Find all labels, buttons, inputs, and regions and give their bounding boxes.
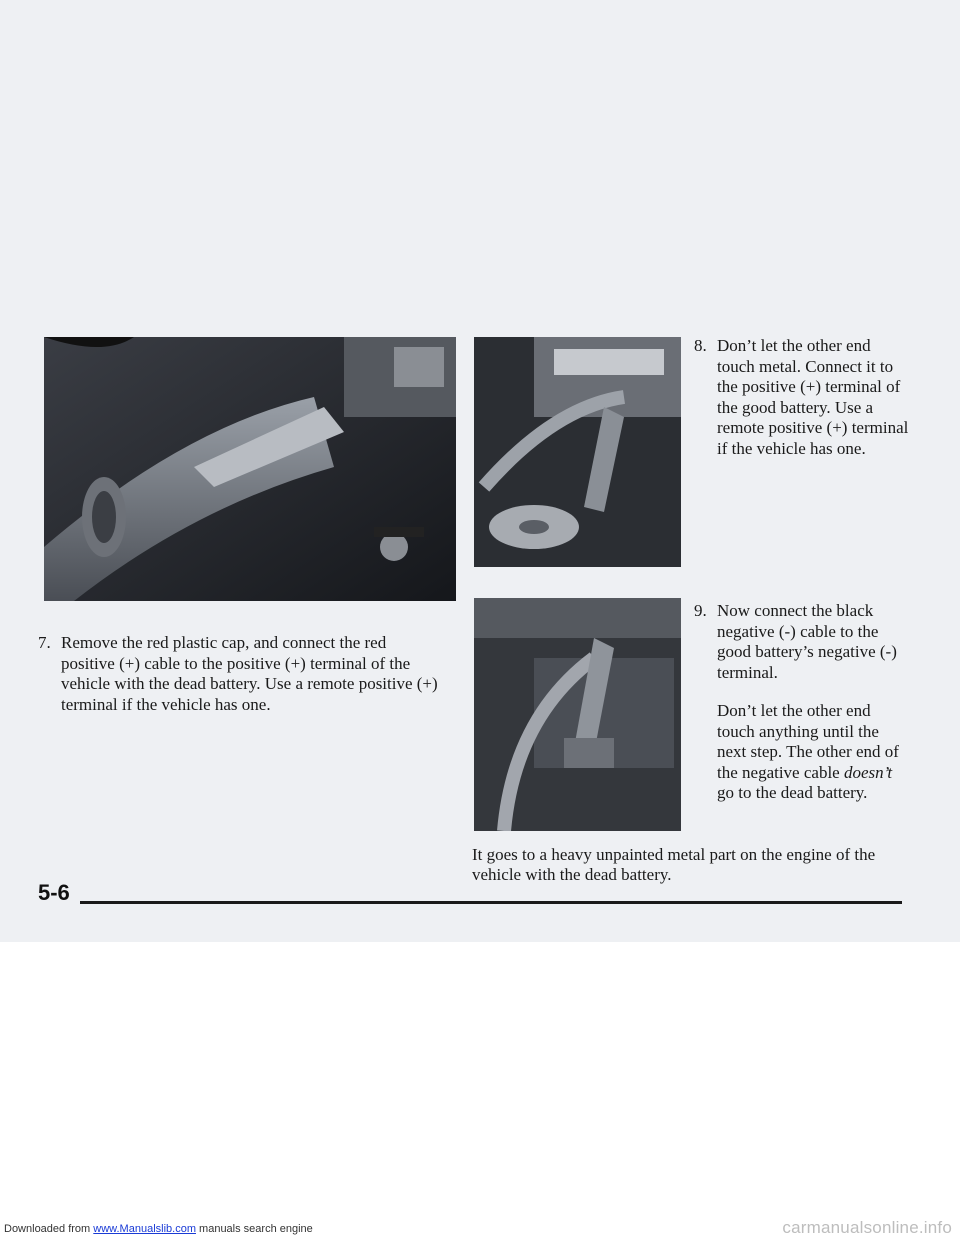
step-8-text: Don’t let the other end touch metal. Connect it to the positive (+) terminal of the good battery. Use a remote positive (+) terminal if the vehicle has one.: [717, 336, 909, 458]
step-9-number: 9.: [694, 601, 707, 620]
step-9-note: [717, 701, 909, 804]
step-9-note-end: go to the dead battery.: [717, 783, 868, 802]
step-9-note-start: Don’t let the other end touch anything until the next step. The other end of the negative cable: [717, 701, 899, 782]
photo-negative-cable-clamp: [474, 598, 681, 831]
page-number: 5-6: [38, 880, 70, 905]
download-footer: [4, 1223, 313, 1235]
step-7-text: Remove the red plastic cap, and connect the red positive (+) cable to the positive (+) terminal of the vehicle with the dead battery. Use a remote positive (+) terminal if the vehicle has one.: [61, 633, 438, 714]
manualslib-link[interactable]: www.Manualslib.com: [93, 1223, 196, 1235]
photo-good-battery-art: [474, 337, 681, 567]
step-8: [694, 336, 909, 459]
footer-suffix: manuals search engine: [195, 1223, 313, 1235]
step-9-continuation: It goes to a heavy unpainted metal part on the engine of the vehicle with the dead battery.: [472, 845, 876, 884]
step-9: [694, 601, 909, 804]
footer-prefix: Downloaded from: [4, 1223, 94, 1235]
photo-negative-clamp-art: [474, 598, 681, 831]
step-8-number: 8.: [694, 336, 707, 355]
step-7: [38, 633, 438, 715]
step-7-number: 7.: [38, 633, 51, 652]
step-9-text: Now connect the black negative (-) cable to the good battery’s negative (-) terminal.: [717, 601, 897, 682]
watermark: carmanualsonline.info: [782, 1218, 952, 1237]
step-9-note-emphasis: doesn’t: [843, 762, 893, 782]
photo-red-clamp-on-terminal: [44, 337, 456, 601]
photo-red-clamp-art: [44, 337, 456, 601]
photo-good-battery-clamp: [474, 337, 681, 567]
footer-rule: [80, 901, 902, 904]
